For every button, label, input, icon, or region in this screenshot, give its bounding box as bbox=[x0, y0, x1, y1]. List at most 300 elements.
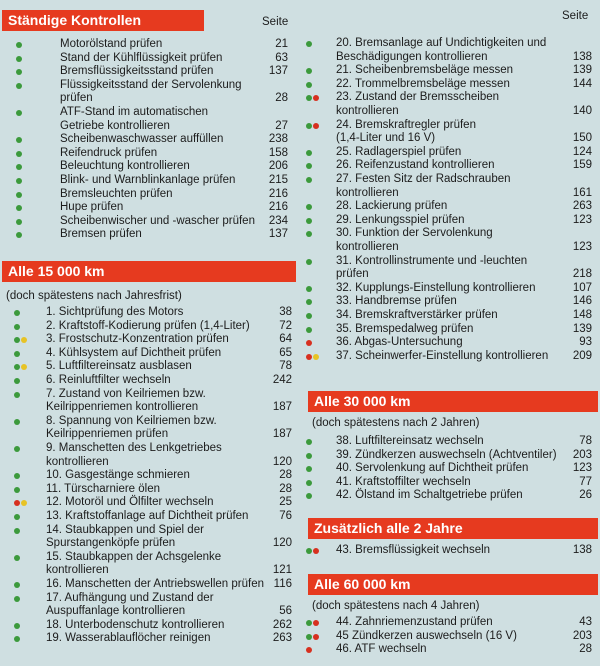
green-dot-icon bbox=[306, 259, 312, 265]
item-page: 138 bbox=[572, 544, 592, 556]
green-dot-icon bbox=[14, 514, 20, 520]
item-label: 20. Bremsanlage auf Undichtigkeiten und Beschädigungen kontrollieren bbox=[336, 37, 547, 63]
item-page: 242 bbox=[272, 374, 292, 386]
item-label: 9. Manschetten des Lenkgetriebes kontrollieren bbox=[46, 442, 222, 468]
item-page: 93 bbox=[579, 336, 592, 349]
list-item bbox=[306, 173, 600, 200]
section-subtitle: (doch spätestens nach Jahresfrist) bbox=[6, 290, 182, 302]
green-dot-icon bbox=[306, 204, 312, 210]
list-item bbox=[306, 200, 600, 214]
section-title: Alle 60 000 km bbox=[314, 576, 411, 592]
priority-dots bbox=[0, 164, 24, 170]
item-page: 107 bbox=[572, 281, 592, 294]
green-dot-icon bbox=[16, 178, 22, 184]
section-title: Zusätzlich alle 2 Jahre bbox=[314, 520, 463, 536]
priority-dots bbox=[0, 232, 24, 238]
green-dot-icon bbox=[306, 313, 312, 319]
list-item bbox=[0, 65, 300, 79]
priority-dots bbox=[306, 480, 330, 486]
item-page: 28 bbox=[279, 469, 292, 482]
list-item bbox=[306, 350, 600, 364]
priority-dots bbox=[306, 327, 330, 333]
section-bar-60000km bbox=[308, 574, 598, 595]
green-dot-icon bbox=[306, 480, 312, 486]
list-item bbox=[306, 643, 600, 657]
green-dot-icon bbox=[14, 446, 20, 452]
priority-dots bbox=[0, 378, 24, 384]
item-page: 123 bbox=[572, 240, 592, 253]
green-dot-icon bbox=[306, 95, 312, 101]
section-subtitle: (doch spätestens nach 2 Jahren) bbox=[312, 417, 480, 429]
item-label: 22. Trommelbremsbeläge messen bbox=[336, 77, 510, 90]
list-item bbox=[0, 551, 300, 578]
priority-dots bbox=[306, 548, 330, 554]
item-page: 38 bbox=[279, 306, 292, 318]
item-label: 3. Frostschutz-Konzentration prüfen bbox=[46, 333, 229, 346]
priority-dots bbox=[0, 473, 24, 479]
green-dot-icon bbox=[306, 620, 312, 626]
list-item bbox=[306, 37, 600, 64]
red-dot-icon bbox=[306, 340, 312, 346]
list-item bbox=[306, 91, 600, 118]
item-page: 27 bbox=[275, 119, 288, 132]
item-page: 28 bbox=[279, 482, 292, 495]
item-page: 206 bbox=[268, 160, 288, 173]
item-page: 28 bbox=[579, 643, 592, 656]
item-page: 120 bbox=[272, 455, 292, 468]
priority-dots bbox=[0, 514, 24, 520]
list-item bbox=[0, 306, 300, 320]
yellow-dot-icon bbox=[21, 337, 27, 343]
priority-dots bbox=[0, 151, 24, 157]
item-page: 139 bbox=[572, 64, 592, 77]
list-item bbox=[0, 133, 300, 147]
green-dot-icon bbox=[16, 110, 22, 116]
section-title: Alle 30 000 km bbox=[314, 393, 411, 409]
green-dot-icon bbox=[16, 137, 22, 143]
item-label: 1. Sichtprüfung des Motors bbox=[46, 306, 184, 318]
item-page: 76 bbox=[279, 510, 292, 522]
list-item bbox=[0, 388, 300, 415]
item-page: 203 bbox=[572, 629, 592, 642]
priority-dots bbox=[306, 647, 330, 653]
item-page: 28 bbox=[275, 92, 288, 105]
item-page: 144 bbox=[572, 77, 592, 90]
list-item bbox=[0, 592, 300, 619]
green-dot-icon bbox=[14, 582, 20, 588]
priority-dots bbox=[0, 42, 24, 48]
priority-dots bbox=[306, 68, 330, 74]
item-label: 43. Bremsflüssigkeit wechseln bbox=[336, 544, 491, 556]
green-dot-icon bbox=[14, 310, 20, 316]
priority-dots bbox=[306, 439, 330, 445]
green-dot-icon bbox=[306, 453, 312, 459]
list-item bbox=[306, 159, 600, 173]
item-page: 234 bbox=[268, 214, 288, 227]
red-dot-icon bbox=[313, 634, 319, 640]
red-dot-icon bbox=[313, 548, 319, 554]
list-item bbox=[0, 174, 300, 188]
list-item bbox=[0, 442, 300, 469]
item-label: 31. Kontrollinstrumente und -leuchten prüfen bbox=[336, 254, 528, 281]
item-page: 123 bbox=[572, 462, 592, 475]
item-label: 14. Staubkappen und Spiel der Spurstangenköpfe prüfen bbox=[46, 523, 204, 550]
item-page: 216 bbox=[268, 201, 288, 214]
list-item bbox=[0, 496, 300, 510]
list-item bbox=[306, 489, 600, 503]
item-page: 116 bbox=[273, 578, 292, 590]
item-page: 124 bbox=[572, 145, 592, 158]
item-label: Motorölstand prüfen bbox=[60, 38, 163, 50]
item-label: 29. Lenkungsspiel prüfen bbox=[336, 213, 465, 226]
page-column-header: Seite bbox=[262, 16, 289, 28]
list-item bbox=[306, 255, 600, 282]
priority-dots bbox=[0, 555, 24, 561]
item-label: 5. Luftfiltereinsatz ausblasen bbox=[46, 360, 192, 373]
green-dot-icon bbox=[16, 83, 22, 89]
list-item bbox=[0, 215, 300, 229]
green-dot-icon bbox=[306, 41, 312, 47]
priority-dots bbox=[306, 95, 330, 101]
item-page: 77 bbox=[579, 475, 592, 488]
section-title: Alle 15 000 km bbox=[8, 263, 105, 279]
item-label: 4. Kühlsystem auf Dichtheit prüfen bbox=[46, 346, 222, 359]
item-page: 215 bbox=[268, 174, 288, 186]
green-dot-icon bbox=[306, 163, 312, 169]
priority-dots bbox=[0, 56, 24, 62]
item-page: 72 bbox=[279, 319, 292, 332]
list-item bbox=[306, 323, 600, 337]
item-label: 35. Bremspedalweg prüfen bbox=[336, 322, 474, 335]
list-item bbox=[306, 227, 600, 254]
item-page: 138 bbox=[572, 50, 592, 63]
list-item bbox=[0, 619, 300, 633]
item-label: Flüssigkeitsstand der Servolenkung prüfen bbox=[60, 78, 242, 105]
priority-dots bbox=[0, 636, 24, 642]
green-dot-icon bbox=[14, 324, 20, 330]
green-dot-icon bbox=[306, 286, 312, 292]
item-page: 209 bbox=[572, 349, 592, 362]
item-label: 6. Reinluftfilter wechseln bbox=[46, 374, 171, 386]
item-page: 65 bbox=[279, 346, 292, 359]
list-item bbox=[0, 347, 300, 361]
green-dot-icon bbox=[306, 548, 312, 554]
green-dot-icon bbox=[14, 623, 20, 629]
list-item bbox=[306, 214, 600, 228]
green-dot-icon bbox=[306, 439, 312, 445]
item-page: 63 bbox=[275, 51, 288, 64]
green-dot-icon bbox=[16, 56, 22, 62]
item-label: 16. Manschetten der Antriebswellen prüfen bbox=[46, 578, 264, 590]
item-label: 28. Lackierung prüfen bbox=[336, 200, 448, 213]
list-item bbox=[0, 578, 300, 592]
list-item bbox=[0, 228, 300, 242]
green-dot-icon bbox=[14, 392, 20, 398]
item-page: 263 bbox=[572, 200, 592, 213]
list-item bbox=[0, 320, 300, 334]
list-item bbox=[306, 309, 600, 323]
item-page: 263 bbox=[272, 632, 292, 645]
green-dot-icon bbox=[306, 466, 312, 472]
green-dot-icon bbox=[16, 219, 22, 225]
green-dot-icon bbox=[14, 555, 20, 561]
yellow-dot-icon bbox=[21, 364, 27, 370]
red-dot-icon bbox=[313, 123, 319, 129]
green-dot-icon bbox=[16, 151, 22, 157]
item-label: 46. ATF wechseln bbox=[336, 643, 427, 656]
item-label: Blink- und Warnblinkanlage prüfen bbox=[60, 174, 236, 186]
list-item bbox=[306, 295, 600, 309]
priority-dots bbox=[0, 110, 24, 116]
priority-dots bbox=[306, 204, 330, 210]
item-page: 121 bbox=[272, 564, 292, 577]
green-dot-icon bbox=[306, 299, 312, 305]
item-page: 216 bbox=[268, 187, 288, 200]
priority-dots bbox=[0, 596, 24, 602]
green-dot-icon bbox=[14, 378, 20, 384]
red-dot-icon bbox=[14, 500, 20, 506]
item-label: Reifendruck prüfen bbox=[60, 146, 158, 159]
item-label: 45 Zündkerzen auswechseln (16 V) bbox=[336, 629, 517, 642]
item-label: 24. Bremskraftregler prüfen (1,4-Liter und 16 V) bbox=[336, 118, 476, 145]
priority-dots bbox=[306, 286, 330, 292]
list-item bbox=[306, 462, 600, 476]
green-dot-icon bbox=[306, 68, 312, 74]
priority-dots bbox=[306, 493, 330, 499]
item-label: 25. Radlagerspiel prüfen bbox=[336, 145, 462, 158]
priority-dots bbox=[0, 500, 24, 506]
priority-dots bbox=[0, 83, 24, 89]
item-label: 34. Bremskraftverstärker prüfen bbox=[336, 309, 498, 321]
priority-dots bbox=[306, 231, 330, 237]
priority-dots bbox=[0, 178, 24, 184]
item-label: 30. Funktion der Servolenkung kontrollieren bbox=[336, 227, 493, 253]
list-item bbox=[306, 78, 600, 92]
priority-dots bbox=[306, 123, 330, 129]
item-page: 159 bbox=[572, 159, 592, 172]
item-page: 150 bbox=[572, 132, 592, 145]
item-label: 44. Zahnriemenzustand prüfen bbox=[336, 616, 493, 628]
item-page: 158 bbox=[268, 146, 288, 159]
item-label: 15. Staubkappen der Achsgelenke kontrollieren bbox=[46, 550, 222, 577]
list-item bbox=[0, 415, 300, 442]
green-dot-icon bbox=[306, 327, 312, 333]
item-page: 238 bbox=[268, 133, 288, 146]
item-page: 148 bbox=[572, 309, 592, 321]
section-bar-15000km bbox=[2, 261, 296, 282]
priority-dots bbox=[306, 620, 330, 626]
red-dot-icon bbox=[313, 95, 319, 101]
priority-dots bbox=[306, 634, 330, 640]
item-label: 7. Zustand von Keilriemen bzw. Keilrippenriemen kontrollieren bbox=[46, 387, 206, 414]
item-page: 262 bbox=[272, 618, 292, 631]
item-page: 43 bbox=[579, 616, 592, 628]
item-page: 187 bbox=[272, 401, 292, 414]
item-page: 21 bbox=[275, 38, 288, 50]
green-dot-icon bbox=[14, 351, 20, 357]
green-dot-icon bbox=[306, 634, 312, 640]
list-item bbox=[0, 510, 300, 524]
item-label: Beleuchtung kontrollieren bbox=[60, 160, 190, 173]
list-item bbox=[0, 524, 300, 551]
item-label: 26. Reifenzustand kontrollieren bbox=[336, 159, 495, 172]
item-label: 18. Unterbodenschutz kontrollieren bbox=[46, 618, 225, 631]
page-column-header: Seite bbox=[562, 10, 589, 22]
green-dot-icon bbox=[16, 69, 22, 75]
section-bar-zusaetzlich-2-jahre bbox=[308, 518, 598, 539]
yellow-dot-icon bbox=[21, 500, 27, 506]
green-dot-icon bbox=[306, 218, 312, 224]
priority-dots bbox=[306, 313, 330, 319]
green-dot-icon bbox=[14, 487, 20, 493]
list-item bbox=[306, 544, 600, 558]
item-page: 218 bbox=[572, 268, 592, 281]
section-subtitle: (doch spätestens nach 4 Jahren) bbox=[312, 600, 480, 612]
list-item bbox=[0, 38, 300, 52]
list-item bbox=[0, 360, 300, 374]
green-dot-icon bbox=[16, 164, 22, 170]
priority-dots bbox=[306, 163, 330, 169]
green-dot-icon bbox=[14, 473, 20, 479]
item-label: 41. Kraftstoffilter wechseln bbox=[336, 475, 471, 488]
list-item bbox=[0, 632, 300, 646]
item-label: Stand der Kühlflüssigkeit prüfen bbox=[60, 51, 223, 64]
priority-dots bbox=[0, 419, 24, 425]
red-dot-icon bbox=[306, 354, 312, 360]
item-label: Bremsen prüfen bbox=[60, 228, 142, 241]
priority-dots bbox=[306, 299, 330, 305]
item-label: 32. Kupplungs-Einstellung kontrollieren bbox=[336, 281, 536, 294]
list-item bbox=[306, 282, 600, 296]
green-dot-icon bbox=[14, 596, 20, 602]
item-label: 37. Scheinwerfer-Einstellung kontrollieren bbox=[336, 349, 549, 362]
item-label: 12. Motoröl und Ölfilter wechseln bbox=[46, 496, 214, 509]
green-dot-icon bbox=[306, 231, 312, 237]
green-dot-icon bbox=[306, 493, 312, 499]
priority-dots bbox=[0, 364, 24, 370]
priority-dots bbox=[306, 453, 330, 459]
list-item bbox=[0, 469, 300, 483]
list-item bbox=[306, 630, 600, 644]
priority-dots bbox=[0, 623, 24, 629]
list-item bbox=[0, 333, 300, 347]
section-bar-staendige-kontrollen bbox=[2, 10, 204, 31]
priority-dots bbox=[306, 259, 330, 265]
list-item bbox=[0, 374, 300, 388]
priority-dots bbox=[306, 177, 330, 183]
list-item bbox=[306, 146, 600, 160]
priority-dots bbox=[0, 392, 24, 398]
item-label: 39. Zündkerzen auswechseln (Achtventiler) bbox=[336, 448, 557, 461]
green-dot-icon bbox=[16, 42, 22, 48]
list-item bbox=[306, 119, 600, 146]
priority-dots bbox=[306, 354, 330, 360]
item-page: 137 bbox=[268, 228, 288, 241]
item-label: 19. Wasserablauflöcher reinigen bbox=[46, 632, 211, 645]
item-label: 2. Kraftstoff-Kodierung prüfen (1,4-Liter) bbox=[46, 319, 250, 332]
item-page: 64 bbox=[279, 333, 292, 346]
item-label: ATF-Stand im automatischen Getriebe kontrollieren bbox=[60, 106, 209, 132]
list-item bbox=[306, 476, 600, 490]
green-dot-icon bbox=[16, 192, 22, 198]
list-item bbox=[306, 64, 600, 78]
list-item bbox=[0, 79, 300, 106]
item-label: 38. Luftfiltereinsatz wechseln bbox=[336, 435, 484, 447]
priority-dots bbox=[306, 82, 330, 88]
green-dot-icon bbox=[306, 82, 312, 88]
yellow-dot-icon bbox=[313, 354, 319, 360]
green-dot-icon bbox=[14, 636, 20, 642]
item-page: 140 bbox=[572, 104, 592, 117]
green-dot-icon bbox=[16, 205, 22, 211]
green-dot-icon bbox=[14, 419, 20, 425]
priority-dots bbox=[0, 487, 24, 493]
item-page: 25 bbox=[279, 496, 292, 509]
item-label: 40. Servolenkung auf Dichtheit prüfen bbox=[336, 462, 529, 475]
priority-dots bbox=[306, 41, 330, 47]
item-page: 78 bbox=[579, 435, 592, 447]
list-item bbox=[0, 201, 300, 215]
item-label: 8. Spannung von Keilriemen bzw. Keilrippenriemen prüfen bbox=[46, 414, 217, 441]
item-label: Scheibenwaschwasser auffüllen bbox=[60, 133, 224, 146]
list-item bbox=[0, 52, 300, 66]
item-label: 33. Handbremse prüfen bbox=[336, 295, 457, 308]
green-dot-icon bbox=[306, 177, 312, 183]
item-page: 146 bbox=[572, 295, 592, 308]
green-dot-icon bbox=[306, 123, 312, 129]
item-label: 13. Kraftstoffanlage auf Dichtheit prüfen bbox=[46, 510, 249, 522]
priority-dots bbox=[0, 582, 24, 588]
list-item bbox=[306, 336, 600, 350]
priority-dots bbox=[0, 69, 24, 75]
item-label: 23. Zustand der Bremsscheiben kontrollieren bbox=[336, 91, 500, 117]
item-page: 203 bbox=[572, 448, 592, 461]
priority-dots bbox=[0, 337, 24, 343]
green-dot-icon bbox=[16, 232, 22, 238]
list-item bbox=[0, 483, 300, 497]
item-label: 42. Ölstand im Schaltgetriebe prüfen bbox=[336, 489, 523, 502]
red-dot-icon bbox=[313, 620, 319, 626]
priority-dots bbox=[0, 219, 24, 225]
item-label: 17. Aufhängung und Zustand der Auspuffanlage kontrollieren bbox=[46, 591, 214, 618]
priority-dots bbox=[0, 324, 24, 330]
list-item bbox=[0, 160, 300, 174]
item-page: 123 bbox=[572, 213, 592, 226]
item-page: 56 bbox=[279, 605, 292, 618]
list-item bbox=[0, 188, 300, 202]
item-page: 26 bbox=[579, 489, 592, 502]
list-item bbox=[306, 435, 600, 449]
item-page: 161 bbox=[572, 186, 592, 199]
priority-dots bbox=[0, 192, 24, 198]
list-item bbox=[306, 616, 600, 630]
green-dot-icon bbox=[14, 364, 20, 370]
list-item bbox=[0, 147, 300, 161]
priority-dots bbox=[0, 137, 24, 143]
item-label: Bremsflüssigkeitsstand prüfen bbox=[60, 65, 214, 78]
green-dot-icon bbox=[306, 150, 312, 156]
item-page: 137 bbox=[268, 65, 288, 78]
item-label: 21. Scheibenbremsbeläge messen bbox=[336, 64, 514, 77]
priority-dots bbox=[0, 310, 24, 316]
priority-dots bbox=[0, 205, 24, 211]
item-page: 78 bbox=[279, 360, 292, 373]
item-label: Hupe prüfen bbox=[60, 201, 124, 214]
section-title: Ständige Kontrollen bbox=[8, 12, 141, 28]
green-dot-icon bbox=[14, 528, 20, 534]
item-page: 187 bbox=[272, 428, 292, 441]
item-label: 27. Festen Sitz der Radschrauben kontrollieren bbox=[336, 173, 511, 199]
